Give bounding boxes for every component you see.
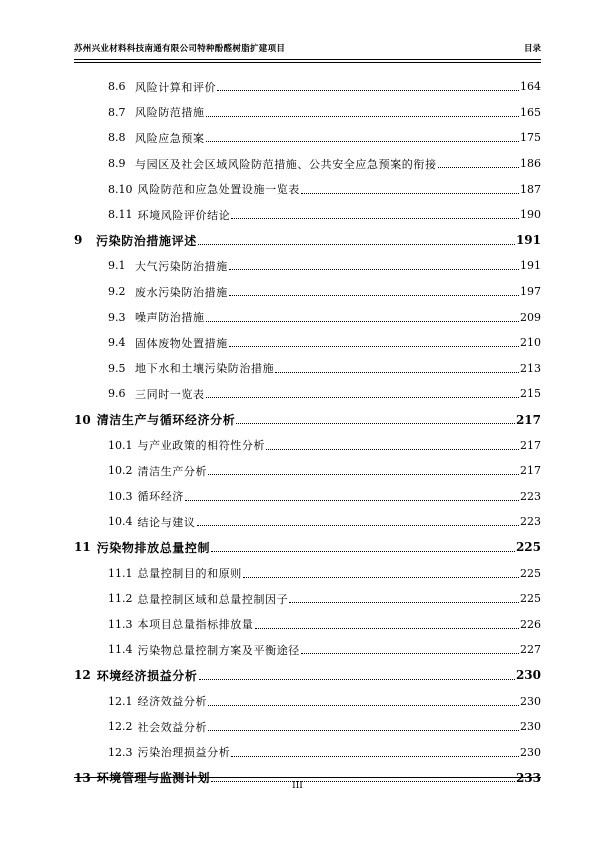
toc-entry-page: 210	[520, 336, 541, 350]
toc-entry-page: 187	[520, 182, 541, 196]
toc-chapter-entry[interactable]	[74, 535, 541, 561]
toc-entry-title: 总量控制区域和总量控制因子	[137, 592, 289, 606]
toc-entry-title: 噪声防治措施	[135, 311, 205, 325]
toc-entry-title: 环境经济损益分析	[96, 668, 198, 683]
toc-section-entry[interactable]	[74, 279, 541, 305]
toc-dot-leader	[197, 525, 520, 526]
toc-entry-page: 223	[520, 515, 541, 529]
toc-entry-title: 环境风险评价结论	[137, 208, 231, 222]
header-section: 目录	[523, 44, 541, 54]
toc-entry-title: 循环经济	[137, 490, 184, 504]
toc-entry-number: 10.3	[108, 489, 133, 503]
toc-entry-number: 11.4	[108, 643, 133, 657]
toc-dot-leader	[229, 269, 519, 270]
toc-entry-title: 固体废物处置措施	[135, 336, 228, 350]
toc-entry-page: 225	[515, 540, 541, 555]
toc-dot-leader	[301, 653, 519, 654]
toc-entry-number: 13	[74, 770, 91, 785]
toc-entry-page: 230	[520, 745, 541, 759]
toc-entry-page: 217	[520, 464, 541, 478]
toc-entry-title: 污染物总量控制方案及平衡途径	[137, 643, 300, 657]
toc-section-entry[interactable]	[74, 714, 541, 740]
toc-entry-title: 环境管理与监测计划	[96, 771, 211, 786]
toc-section-entry[interactable]	[74, 202, 541, 228]
toc-entry-page: 186	[520, 157, 541, 171]
toc-section-entry[interactable]	[74, 304, 541, 330]
toc-section-entry[interactable]	[74, 151, 541, 177]
toc-entry-page: 226	[520, 617, 541, 631]
toc-entry-title: 污染防治措施评述	[96, 233, 197, 248]
toc-entry-title: 废水污染防治措施	[135, 285, 228, 299]
toc-dot-leader	[301, 193, 519, 194]
toc-entry-number: 8.10	[108, 182, 133, 196]
toc-entry-page: 217	[515, 412, 541, 427]
toc-entry-page: 223	[520, 489, 541, 503]
toc-section-entry[interactable]	[74, 356, 541, 382]
toc-entry-page: 164	[520, 80, 541, 94]
table-of-contents	[74, 74, 541, 791]
toc-dot-leader	[199, 679, 515, 680]
toc-section-entry[interactable]	[74, 176, 541, 202]
toc-section-entry[interactable]	[74, 74, 541, 100]
toc-dot-leader	[208, 705, 519, 706]
toc-section-entry[interactable]	[74, 611, 541, 637]
toc-entry-title: 社会效益分析	[137, 720, 208, 734]
toc-entry-page: 230	[520, 720, 541, 734]
toc-section-entry[interactable]	[74, 484, 541, 510]
toc-section-entry[interactable]	[74, 560, 541, 586]
toc-entry-title: 风险防范和应急处置设施一览表	[137, 183, 300, 197]
toc-entry-title: 风险计算和评价	[135, 80, 217, 94]
header-title: 苏州兴业材料科技南通有限公司特种酚醛树脂扩建项目	[74, 44, 286, 54]
toc-dot-leader	[208, 474, 519, 475]
toc-entry-title: 污染治理损益分析	[137, 746, 231, 760]
toc-dot-leader	[266, 449, 519, 450]
toc-entry-page: 190	[520, 208, 541, 222]
toc-dot-leader	[206, 116, 519, 117]
toc-entry-page: 233	[515, 770, 541, 785]
toc-entry-number: 9.6	[108, 387, 126, 401]
toc-entry-number: 11.2	[108, 592, 133, 606]
toc-entry-title: 清洁生产分析	[137, 464, 208, 478]
toc-entry-number: 10	[74, 412, 91, 427]
header-rule-thick	[74, 59, 541, 60]
toc-entry-title: 地下水和土壤污染防治措施	[135, 362, 275, 376]
toc-dot-leader	[217, 90, 519, 91]
toc-dot-leader	[198, 244, 515, 245]
toc-dot-leader	[206, 141, 519, 142]
toc-entry-number: 9.4	[108, 336, 126, 350]
toc-entry-number: 10.4	[108, 515, 133, 529]
footer-page-number: III	[292, 781, 303, 791]
toc-entry-number: 11	[74, 540, 91, 555]
toc-entry-page: 191	[520, 259, 541, 273]
toc-entry-title: 污染物排放总量控制	[96, 540, 211, 555]
toc-entry-page: 215	[520, 387, 541, 401]
toc-entry-title: 经济效益分析	[137, 695, 208, 709]
toc-entry-page: 217	[520, 438, 541, 452]
toc-entry-page: 225	[520, 592, 541, 606]
toc-entry-number: 10.1	[108, 438, 133, 452]
toc-dot-leader	[231, 218, 519, 219]
toc-section-entry[interactable]	[74, 739, 541, 765]
toc-entry-title: 总量控制目的和原则	[137, 567, 242, 581]
toc-entry-title: 与产业政策的相符性分析	[137, 439, 266, 453]
toc-entry-number: 9.2	[108, 285, 126, 299]
toc-entry-page: 191	[515, 233, 541, 248]
toc-entry-title: 与园区及社会区域风险防范措施、公共安全应急预案的衔接	[135, 157, 437, 171]
toc-section-entry[interactable]	[74, 253, 541, 279]
footer-rule	[74, 777, 541, 778]
toc-dot-leader	[229, 295, 519, 296]
toc-section-entry[interactable]	[74, 458, 541, 484]
toc-entry-number: 12.1	[108, 694, 133, 708]
toc-entry-number: 9.3	[108, 310, 126, 324]
toc-entry-number: 12.3	[108, 745, 133, 759]
toc-entry-number: 12.2	[108, 720, 133, 734]
toc-chapter-entry[interactable]	[74, 407, 541, 433]
toc-entry-number: 11.3	[108, 617, 133, 631]
toc-entry-title: 大气污染防治措施	[135, 259, 228, 273]
header-rule-thin	[74, 62, 541, 63]
toc-entry-number: 12	[74, 668, 91, 683]
toc-dot-leader	[275, 372, 519, 373]
toc-entry-page: 230	[520, 694, 541, 708]
toc-entry-page: 165	[520, 105, 541, 119]
page-header	[74, 42, 541, 56]
toc-entry-title: 结论与建议	[137, 515, 196, 529]
toc-section-entry[interactable]	[74, 381, 541, 407]
toc-entry-number: 11.1	[108, 566, 133, 580]
toc-dot-leader	[289, 602, 519, 603]
toc-dot-leader	[243, 577, 519, 578]
toc-chapter-entry[interactable]	[74, 228, 541, 254]
toc-entry-page: 230	[515, 668, 541, 683]
toc-section-entry[interactable]	[74, 432, 541, 458]
toc-entry-number: 8.8	[108, 131, 126, 145]
toc-dot-leader	[206, 397, 519, 398]
toc-dot-leader	[206, 321, 519, 322]
toc-entry-number: 9.1	[108, 259, 126, 273]
toc-entry-page: 227	[520, 643, 541, 657]
toc-dot-leader	[211, 551, 515, 552]
toc-entry-page: 175	[520, 131, 541, 145]
toc-entry-title: 三同时一览表	[135, 387, 205, 401]
toc-entry-number: 8.6	[108, 80, 126, 94]
toc-dot-leader	[208, 730, 519, 731]
toc-entry-page: 213	[520, 361, 541, 375]
toc-section-entry[interactable]	[74, 637, 541, 663]
toc-section-entry[interactable]	[74, 586, 541, 612]
toc-entry-number: 8.9	[108, 157, 126, 171]
toc-entry-title: 清洁生产与循环经济分析	[96, 413, 236, 428]
toc-entry-number: 9.5	[108, 361, 126, 375]
toc-section-entry[interactable]	[74, 509, 541, 535]
toc-section-entry[interactable]	[74, 125, 541, 151]
toc-section-entry[interactable]	[74, 688, 541, 714]
toc-section-entry[interactable]	[74, 330, 541, 356]
toc-dot-leader	[438, 167, 519, 168]
toc-dot-leader	[255, 628, 520, 629]
toc-entry-title: 风险防范措施	[135, 106, 205, 120]
toc-entry-number: 10.2	[108, 464, 133, 478]
toc-entry-number: 8.7	[108, 105, 126, 119]
toc-dot-leader	[229, 346, 519, 347]
toc-entry-title: 风险应急预案	[135, 131, 205, 145]
toc-dot-leader	[236, 423, 515, 424]
toc-entry-number: 8.11	[108, 208, 133, 222]
toc-entry-page: 225	[520, 566, 541, 580]
toc-entry-number: 9	[74, 233, 83, 248]
toc-dot-leader	[231, 756, 519, 757]
toc-section-entry[interactable]	[74, 100, 541, 126]
toc-chapter-entry[interactable]	[74, 663, 541, 689]
toc-dot-leader	[185, 500, 519, 501]
toc-entry-title: 本项目总量指标排放量	[137, 618, 254, 632]
toc-entry-page: 197	[520, 285, 541, 299]
toc-entry-page: 209	[520, 310, 541, 324]
